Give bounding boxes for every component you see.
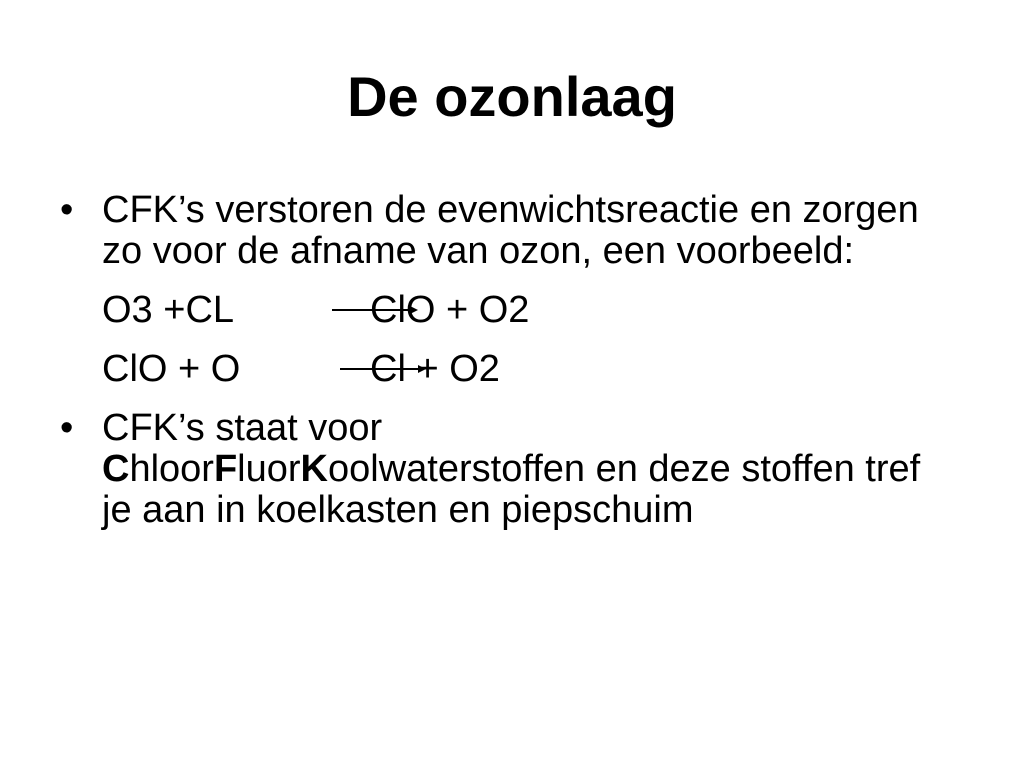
bullet-item-1: [60, 190, 960, 272]
word-part-chloor: hloor: [129, 448, 214, 490]
word-part-fluor: luor: [237, 448, 301, 490]
bullet-icon: •: [60, 189, 74, 231]
bullet-item-2: [60, 408, 960, 531]
bullet-text: CFK’s verstoren de evenwichtsreactie en zorgen zo voor de afname van ozon, een voorbeeld:: [102, 189, 919, 272]
acronym-letter-c: C: [102, 448, 130, 490]
equation-reactants: ClO + O: [102, 348, 241, 390]
bullet-icon: •: [60, 407, 74, 449]
equation-reactants: O3 +CL: [102, 289, 235, 331]
equation-products: ClO + O2: [370, 289, 530, 331]
equation-products: Cl + O2: [370, 348, 500, 390]
bullet-intro-text: CFK’s staat voor: [102, 407, 383, 449]
slide-body: [60, 190, 960, 531]
equation-line-2: [60, 349, 960, 390]
acronym-letter-k: K: [300, 448, 328, 490]
slide-title: De ozonlaag: [347, 65, 677, 128]
bullet-rest-text: oolwaterstoffen en deze stoffen tref je aan in koelkasten en piepschuim: [102, 448, 921, 531]
acronym-letter-f: F: [213, 448, 238, 490]
equation-line-1: [60, 290, 960, 331]
